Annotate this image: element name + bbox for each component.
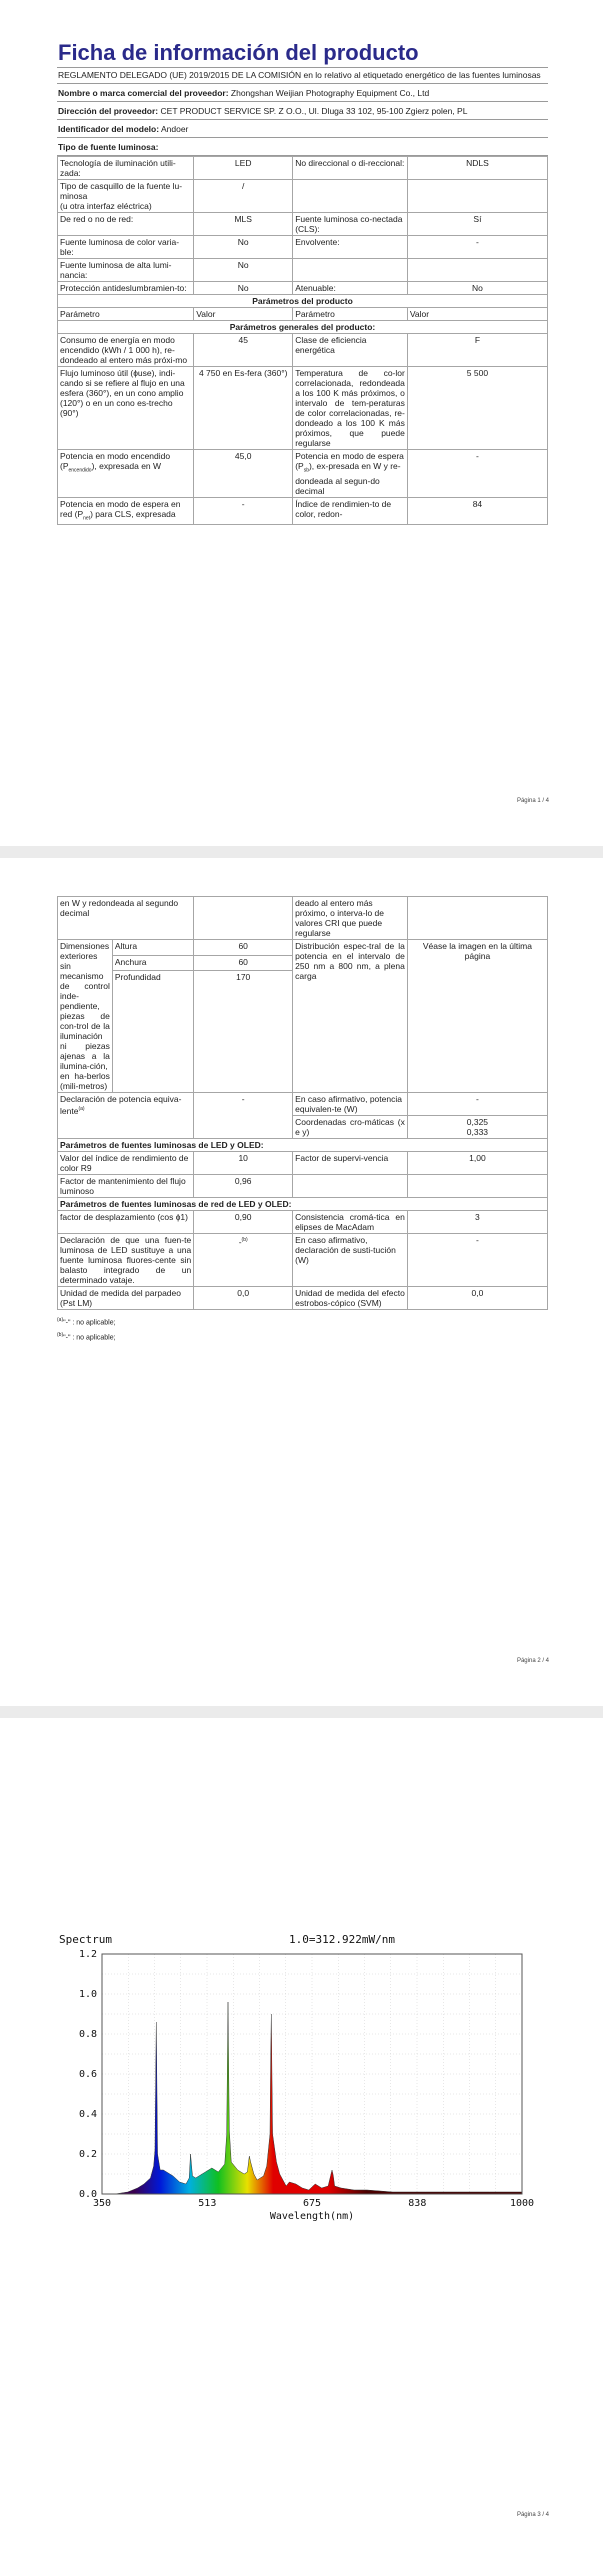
dimmable-value: No bbox=[407, 282, 547, 295]
chart-title: Spectrum bbox=[59, 1933, 112, 1946]
y-tick-label: 1.2 bbox=[78, 1949, 97, 1960]
led-params-heading: Parámetros de fuentes luminosas de LED y OLED: bbox=[58, 1139, 548, 1152]
network-standby-label: Potencia en modo de espera en red $(P_{net})$ para CLS, expresada bbox=[58, 497, 194, 525]
cri-value: 84 bbox=[407, 497, 547, 525]
cct-label: Temperatura de co-lor correlacionada, redondeada a los 100 K más próximos, o intervalo de tem-peraturas de color correlacionadas, re-dondeado a los 100 K más próximos, que puede regularse bbox=[293, 367, 408, 450]
tech-value: LED bbox=[194, 157, 293, 180]
y-tick-label: 0.4 bbox=[78, 2109, 97, 2120]
height-label: Altura bbox=[112, 940, 193, 956]
table-row bbox=[58, 334, 548, 367]
efficiency-value: F bbox=[407, 334, 547, 367]
equivalent-w-value: - bbox=[407, 1093, 547, 1116]
svm-value: 0,0 bbox=[407, 1287, 547, 1310]
col-value-header: Valor bbox=[407, 308, 547, 321]
table-row bbox=[58, 321, 548, 334]
envelope-value: - bbox=[407, 236, 547, 259]
x-tick-label: 838 bbox=[408, 2198, 427, 2209]
page-number: Página 1 / 4 bbox=[516, 798, 549, 804]
standby-power-value: - bbox=[407, 450, 547, 498]
cap-label-cell: Tipo de casquillo de la fuente lu-minosa (u otra interfaz eléctrica) bbox=[58, 180, 194, 213]
flicker-label: Unidad de medida del parpadeo (Pst LM) bbox=[58, 1287, 194, 1310]
general-params-heading: Parámetros generales del producto: bbox=[58, 321, 548, 334]
col-param-header: Parámetro bbox=[293, 308, 408, 321]
table-row bbox=[58, 497, 548, 525]
supplier-name: Zhongshan Weijian Photography Equipment Co., Ltd bbox=[230, 88, 430, 98]
supplier-address: CET PRODUCT SERVICE SP. Z O.O., Ul. Dluga 33 102, 95-100 Zgierz polen, PL bbox=[160, 106, 468, 116]
replacement-w-value: - bbox=[407, 1234, 547, 1287]
spd-label: Distribución espec-tral de la potencia en el intervalo de 250 nm a 800 nm, a plena carga bbox=[293, 940, 408, 1093]
page-3 bbox=[0, 1718, 603, 2560]
width-value: 60 bbox=[194, 955, 293, 971]
glare-label: Protección antideslumbramien-to: bbox=[58, 282, 194, 295]
footnote-b: $^{(b)}$"-" : no aplicable; bbox=[57, 1332, 116, 1342]
x-tick-label: 1000 bbox=[509, 2198, 535, 2209]
table-row bbox=[58, 236, 548, 259]
energy-label: Consumo de energía en modo encendido (kWh / 1 000 h), re-dondeado al entero más próxi-mo bbox=[58, 334, 194, 367]
equivalent-power-label: Declaración de potencia equiva-lente$^{(a)}$ bbox=[58, 1093, 194, 1139]
product-params-table bbox=[57, 896, 548, 1310]
on-mode-power-value: 45,0 bbox=[194, 450, 293, 498]
table-row bbox=[58, 1152, 548, 1175]
efficiency-label: Clase de eficiencia energética bbox=[293, 334, 408, 367]
source-type-table bbox=[57, 156, 548, 525]
equivalent-w-label: En caso afirmativo, potencia equivalen-te (W) bbox=[293, 1093, 408, 1116]
product-params-heading: Parámetros del producto bbox=[58, 295, 548, 308]
dir-value: NDLS bbox=[407, 157, 547, 180]
y-tick-label: 0.8 bbox=[78, 2029, 97, 2040]
mains-value: MLS bbox=[194, 213, 293, 236]
dimensions-label: Dimensiones exteriores sin mecanismo de control inde-pendiente, piezas de con-trol de la iluminación ni piezas ajenas a la ilumina-ción, en ha-berlos (mili-metros) bbox=[58, 940, 113, 1093]
supplier-address-label: Dirección del proveedor: bbox=[58, 106, 159, 116]
network-standby-value: - bbox=[194, 497, 293, 525]
supplier-name-field bbox=[57, 84, 548, 102]
maintenance-value: 0,96 bbox=[194, 1175, 293, 1198]
table-row bbox=[58, 308, 548, 321]
macadam-label: Consistencia cromá-tica en elipses de MacAdam bbox=[293, 1211, 408, 1234]
cls-label: Fuente luminosa co-nectada (CLS): bbox=[293, 213, 408, 236]
table-row bbox=[58, 897, 548, 940]
chart-background bbox=[57, 1932, 547, 2227]
table-row bbox=[58, 157, 548, 180]
footnotes bbox=[57, 1310, 548, 1345]
standby-power-label: Potencia en modo de espera $(P_{sb})$, ex-presada en W y re-dondeada al segun-do decimal bbox=[293, 450, 408, 498]
model-value: Andoer bbox=[160, 124, 189, 134]
table-row bbox=[58, 940, 548, 956]
svm-label: Unidad de medida del efecto estrobos-cópico (SVM) bbox=[293, 1287, 408, 1310]
flicker-value: 0,0 bbox=[194, 1287, 293, 1310]
y-tick-label: 0.2 bbox=[78, 2149, 97, 2160]
macadam-value: 3 bbox=[407, 1211, 547, 1234]
height-value: 60 bbox=[194, 940, 293, 956]
displacement-value: 0,90 bbox=[194, 1211, 293, 1234]
spectrum-chart bbox=[57, 1932, 547, 2227]
page-1 bbox=[0, 0, 603, 846]
chart-scale-note: 1.0=312.922mW/nm bbox=[289, 1933, 395, 1946]
chromaticity-values bbox=[407, 1116, 547, 1139]
cri-label-cont: deado al entero más próximo, o interva-lo de valores CRI que puede regularse bbox=[293, 897, 408, 940]
table-row bbox=[58, 1234, 548, 1287]
glare-value: No bbox=[194, 282, 293, 295]
table-row bbox=[58, 1175, 548, 1198]
spd-value: Véase la imagen en la última página bbox=[407, 940, 547, 1093]
cap-value: / bbox=[194, 180, 293, 213]
chromaticity-x: 0,325 bbox=[466, 1117, 489, 1127]
cri-label: Índice de rendimien-to de color, redon- bbox=[293, 497, 408, 525]
cap-note: (u otra interfaz eléctrica) bbox=[60, 201, 152, 211]
document-title: Ficha de información del producto bbox=[58, 40, 419, 65]
table-row bbox=[58, 282, 548, 295]
width-label: Anchura bbox=[112, 955, 193, 971]
table-row bbox=[58, 367, 548, 450]
x-tick-label: 513 bbox=[198, 2198, 217, 2209]
survival-value: 1,00 bbox=[407, 1152, 547, 1175]
mains-led-heading: Parámetros de fuentes luminosas de red de LED y OLED: bbox=[58, 1198, 548, 1211]
y-tick-label: 0.6 bbox=[78, 2069, 97, 2080]
footnote-a: $^{(a)}$"-" : no aplicable; bbox=[57, 1317, 116, 1327]
high-lum-label: Fuente luminosa de alta lumi-nancia: bbox=[58, 259, 194, 282]
supplier-address-field bbox=[57, 102, 548, 120]
page-2 bbox=[0, 858, 603, 1706]
chromaticity-y: 0,333 bbox=[466, 1127, 489, 1137]
source-type-heading: Tipo de fuente luminosa: bbox=[57, 138, 548, 156]
dimmable-label: Atenuable: bbox=[293, 282, 408, 295]
replacement-w-label: En caso afirmativo, declaración de susti-tución (W) bbox=[293, 1234, 408, 1287]
color-value: No bbox=[194, 236, 293, 259]
survival-label: Factor de supervi-vencia bbox=[293, 1152, 408, 1175]
y-tick-label: 0.0 bbox=[78, 2189, 97, 2200]
on-mode-power-label: Potencia en modo encendido $(P_{encendido})$, expresada en W bbox=[58, 450, 194, 498]
table-row bbox=[58, 213, 548, 236]
col-value-header: Valor bbox=[194, 308, 293, 321]
page-number: Página 2 / 4 bbox=[516, 1658, 549, 1664]
table-row bbox=[58, 1198, 548, 1211]
table-row bbox=[58, 180, 548, 213]
y-tick-label: 1.0 bbox=[78, 1989, 97, 2000]
chromaticity-label: Coordenadas cro-máticas (x e y) bbox=[293, 1116, 408, 1139]
product-sheet bbox=[57, 38, 548, 525]
depth-label: Profundidad bbox=[112, 971, 193, 1093]
x-axis-label: Wavelength(nm) bbox=[269, 2211, 355, 2222]
regulation-text: REGLAMENTO DELEGADO (UE) 2019/2015 DE LA COMISIÓN en lo relativo al etiquetado energético de las fuentes luminosas bbox=[57, 67, 548, 84]
dir-label: No direccional o di-reccional: bbox=[293, 157, 408, 180]
network-standby-label-cont: en W y redondeada al segundo decimal bbox=[58, 897, 194, 940]
table-row bbox=[58, 450, 548, 498]
table-row bbox=[58, 1211, 548, 1234]
high-lum-value: No bbox=[194, 259, 293, 282]
table-row bbox=[58, 1139, 548, 1152]
displacement-label: factor de desplazamiento (cos ɸ1) bbox=[58, 1211, 194, 1234]
x-tick-label: 350 bbox=[92, 2198, 112, 2209]
col-param-header: Parámetro bbox=[58, 308, 194, 321]
x-tick-label: 675 bbox=[302, 2198, 322, 2209]
model-label: Identificador del modelo: bbox=[58, 124, 160, 134]
cls-value: Sí bbox=[407, 213, 547, 236]
table-row bbox=[58, 1093, 548, 1116]
table-row bbox=[58, 1287, 548, 1310]
r9-value: 10 bbox=[194, 1152, 293, 1175]
model-field bbox=[57, 120, 548, 138]
mains-label: De red o no de red: bbox=[58, 213, 194, 236]
equivalent-power-value: - bbox=[194, 1093, 293, 1139]
color-label: Fuente luminosa de color varia-ble: bbox=[58, 236, 194, 259]
energy-value: 45 bbox=[194, 334, 293, 367]
cct-value: 5 500 bbox=[407, 367, 547, 450]
replacement-value: -$^{(b)}$ bbox=[194, 1234, 293, 1287]
depth-value: 170 bbox=[194, 971, 293, 1093]
page-number: Página 3 / 4 bbox=[516, 2512, 549, 2518]
r9-label: Valor del índice de rendimiento de color R9 bbox=[58, 1152, 194, 1175]
table-row bbox=[58, 295, 548, 308]
table-row bbox=[58, 259, 548, 282]
supplier-name-label: Nombre o marca comercial del proveedor: bbox=[58, 88, 229, 98]
flux-label: Flujo luminoso útil (ɸuse), indi-cando si se refiere al flujo en una esfera (360°), en un cono amplio (120°) o en un cono es-trecho (90°) bbox=[58, 367, 194, 450]
flux-value: 4 750 en Es-fera (360°) bbox=[194, 367, 293, 450]
product-sheet-continued bbox=[57, 896, 548, 1345]
replacement-label: Declaración de que una fuen-te luminosa de LED sustituye a una fuente luminosa fluores-cente sin balasto integrado de un determinado vataje. bbox=[58, 1234, 194, 1287]
tech-label: Tecnología de iluminación utili-zada: bbox=[58, 157, 194, 180]
envelope-label: Envolvente: bbox=[293, 236, 408, 259]
maintenance-label: Factor de mantenimiento del flujo luminoso bbox=[58, 1175, 194, 1198]
